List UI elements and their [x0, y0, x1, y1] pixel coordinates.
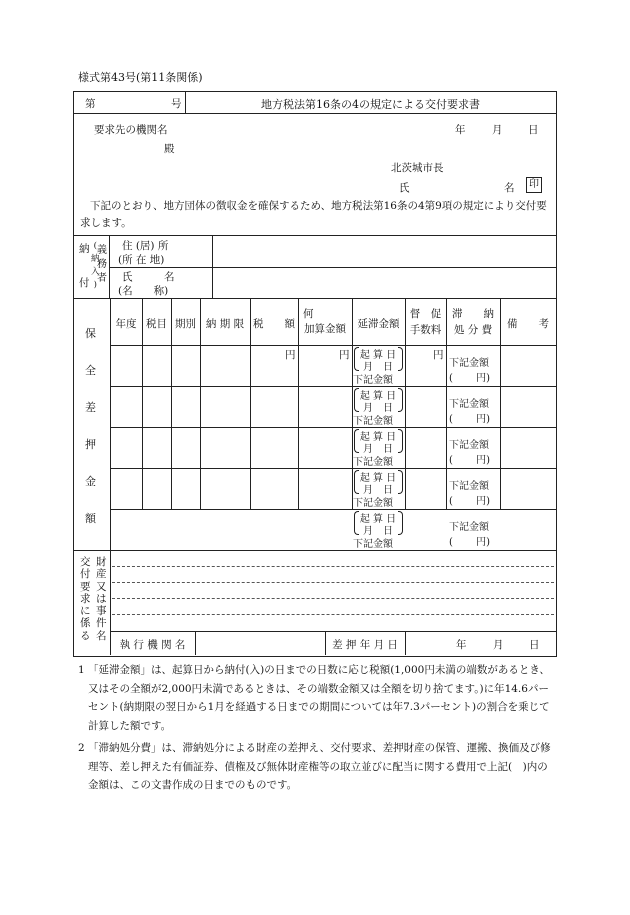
col-tax: 税目	[146, 318, 167, 330]
col-add-a: 何	[303, 308, 314, 320]
tsukihi-label: 月 日	[363, 485, 393, 496]
seizure-day-label: 日	[529, 639, 540, 651]
taxpayer-main-label: 納 付	[79, 243, 90, 289]
disp-paren-yen: ( 円)	[449, 455, 490, 466]
mayor-label: 北茨城市長	[391, 162, 444, 174]
name-label: 氏 名	[122, 271, 175, 283]
late-kaki-label: 下記金額	[353, 375, 393, 386]
col-period: 期別	[175, 318, 196, 330]
property-right-label: 財 産 又 は 事 件 名	[96, 556, 107, 642]
disp-paren-yen: ( 円)	[449, 373, 490, 384]
disp-paren-yen: ( 円)	[449, 496, 490, 507]
col-fee-a: 督 促	[409, 308, 442, 320]
late-kaki-label: 下記金額	[353, 457, 393, 468]
request-body: 下記のとおり、地方団体の徴収金を確保するため、地方税法第16条の4第9項の規定により交付要求します。	[80, 200, 547, 229]
note-2-text: 「滞納処分費」は、滞納処分による財産の差押え、交付要求、差押財産の保管、運搬、換価及び修理等、差し押えた有価証券、債権及び無体財産権等の取立並びに配当に関する費用で上記( )内の金額は、この文書作成の日までのものです。	[88, 742, 551, 791]
kisan-label: 起 算 日	[359, 473, 397, 484]
col-disp-a: 滞 納	[452, 308, 494, 320]
number-label: 第	[85, 98, 96, 110]
taxpayer-side-label: 義 務 者	[97, 245, 107, 284]
disp-kaki-label: 下記金額	[449, 399, 489, 410]
late-kaki-label: 下記金額	[353, 416, 393, 427]
note-1-number: 1	[78, 664, 85, 676]
tsukihi-label: 月 日	[363, 403, 393, 414]
seal-box: 印	[526, 177, 542, 193]
col-deadline: 納 期 限	[205, 318, 245, 330]
date-year-label: 年	[455, 124, 466, 136]
col-late: 延滞金額	[357, 318, 400, 330]
tax-yen-mark: 円	[285, 349, 296, 361]
corp-name-label: (名 称)	[118, 285, 169, 297]
shi-label: 氏	[399, 182, 410, 194]
seizure-date-label: 差 押 年 月 日	[332, 639, 398, 651]
note-2-number: 2	[78, 742, 85, 754]
date-month-label: 月	[492, 124, 503, 136]
disp-kaki-label: 下記金額	[449, 522, 489, 533]
disp-kaki-label: 下記金額	[449, 358, 489, 369]
request-target-label: 要求先の機関名	[94, 124, 168, 136]
location-label: (所 在 地)	[118, 254, 165, 266]
col-fee-b: 手数料	[409, 324, 442, 336]
disp-kaki-label: 下記金額	[449, 440, 489, 451]
kisan-label: 起 算 日	[359, 432, 397, 443]
date-day-label: 日	[528, 124, 539, 136]
number-suffix: 号	[171, 98, 182, 110]
late-kaki-label: 下記金額	[353, 498, 393, 509]
late-kaki-label: 下記金額	[353, 539, 393, 550]
col-tax-amount: 税 額	[253, 318, 295, 330]
dono-label: 殿	[164, 143, 175, 155]
col-year: 年度	[115, 318, 137, 330]
exec-agency-label: 執 行 機 関 名	[119, 639, 186, 651]
kisan-label: 起 算 日	[359, 350, 397, 361]
add-yen-mark: 円	[339, 349, 350, 361]
col-remark: 備 考	[507, 318, 549, 330]
note-2	[78, 739, 554, 795]
address-label: 住 (居) 所	[122, 240, 169, 252]
tsukihi-label: 月 日	[363, 526, 393, 537]
seizure-year-label: 年	[456, 639, 467, 651]
seizure-month-label: 月	[493, 639, 504, 651]
disp-paren-yen: ( 円)	[449, 537, 490, 548]
kisan-label: 起 算 日	[359, 514, 397, 525]
kisan-label: 起 算 日	[359, 391, 397, 402]
taxpayer-paren-label: ( 納 入 )	[91, 241, 100, 291]
note-1-text: 「延滞金額」は、起算日から納付(入)の日までの日数に応じ税額(1,000円未満の端数があるとき、又はその全額が2,000円未満であるときは、その端数金額又は全額を切り捨てます。)に年14.6パーセント(納期限の翌日から1月を経過する日までの期間については年7.3パーセント)の割合を乗じて計算した額です。	[88, 664, 550, 732]
tsukihi-label: 月 日	[363, 362, 393, 373]
form-title: 地方税法第16条の4の規定による交付要求書	[261, 98, 480, 111]
disp-kaki-label: 下記金額	[449, 481, 489, 492]
amounts-side-label: 保 全 差 押 金 額	[85, 327, 96, 525]
col-disp-b: 処 分 費	[453, 324, 493, 336]
property-left-label: 交 付 要 求 に 係 る	[80, 556, 91, 642]
note-1	[78, 661, 554, 735]
col-add-b: 加算金額	[304, 323, 346, 335]
mei-label: 名	[504, 182, 515, 194]
form-id: 様式第43号(第11条関係)	[78, 71, 203, 84]
disp-paren-yen: ( 円)	[449, 414, 490, 425]
fee-yen-mark: 円	[433, 349, 444, 361]
tsukihi-label: 月 日	[363, 444, 393, 455]
